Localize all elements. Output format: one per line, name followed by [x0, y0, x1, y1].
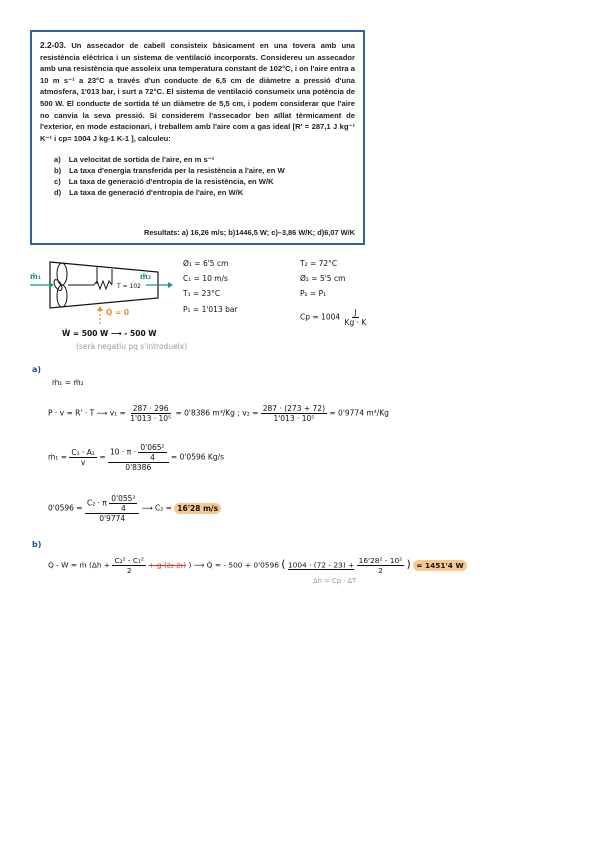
v2-numerator: 287 · (273 + 72): [262, 404, 325, 413]
question-letter: c): [54, 177, 61, 187]
m1-substituted-denominator: 0'8386: [125, 463, 152, 472]
question-list: [40, 154, 355, 198]
outlet-mass-flow-label: ṁ₂: [140, 272, 152, 281]
given-velocity-1: C₁ = 10 m/s: [183, 274, 228, 283]
kinetic-energy-substituted-numerator: 16'28² - 10²: [358, 556, 403, 565]
energy-bracket-open: (Δh +: [88, 560, 111, 570]
question-item: [40, 187, 355, 198]
m1-lhs: ṁ₁ =: [48, 452, 67, 462]
kinetic-energy-denominator: 2: [126, 566, 132, 575]
specific-volume-line: [48, 404, 389, 423]
inlet-arrow-head: [49, 282, 54, 288]
area-fraction: [138, 443, 166, 462]
m1-denominator: v: [80, 458, 86, 467]
kinetic-energy-substituted-fraction: [357, 556, 405, 575]
question-letter: d): [54, 188, 62, 198]
v1-numerator: 287 · 296: [132, 404, 169, 413]
c2-denominator: 0'9774: [99, 514, 126, 523]
given-pressure-2: P₂ = P₁: [300, 289, 327, 298]
ideal-gas-equation: P · v = R' · T: [48, 408, 95, 418]
question-text: La taxa de generació d'entropia de l'aire, en W/K: [69, 188, 244, 198]
c2-result-highlight: 16'28 m/s: [174, 503, 221, 514]
m1-num-prefix: 10 · π ·: [110, 447, 136, 457]
inlet-mass-flow-label: ṁ₁: [30, 272, 42, 281]
exit-area-numerator: 0'055²: [111, 494, 136, 503]
c2-arrow: ⟶ C₂ =: [141, 503, 172, 513]
given-cp: [300, 308, 368, 327]
v1-result: = 0'8386 m³/Kg ;: [175, 408, 240, 418]
given-diameter-1: Ø₁ = 6'5 cm: [183, 259, 229, 268]
energy-lhs: Q̇ - Ẇ = ṁ: [48, 560, 87, 570]
v1-denominator: 1'013 · 10⁵: [130, 414, 172, 423]
power-sign-note: (serà negatiu pq s'introdueix): [76, 342, 188, 351]
c2-fraction: [85, 494, 139, 523]
kinetic-energy-substituted-denominator: 2: [378, 566, 383, 575]
question-item: [40, 176, 355, 187]
c2-num-prefix: C₂ · π: [86, 498, 107, 508]
m1-substituted-numerator: [108, 443, 169, 463]
given-cp-unit-den: Kg · K: [344, 318, 367, 327]
given-cp-lhs: Cp = 1004: [300, 312, 341, 322]
question-item: [40, 165, 355, 176]
energy-arrow: ⟶ Q̇ = - 500 + 0'0596: [193, 560, 279, 570]
question-text: La taxa de generació d'entropia de la resistència, en W/K: [68, 177, 274, 187]
v2-denominator: 1'013 · 10⁵: [273, 414, 315, 423]
m1-fraction: [69, 448, 97, 467]
heat-zero-label: Q̇ = 0: [106, 308, 130, 317]
kinetic-energy-numerator: C₂² - C₁²: [114, 556, 145, 565]
power-equation: Ẇ = 500 W ⟶ - 500 W: [62, 329, 157, 338]
area-numerator: 0'065²: [140, 443, 165, 452]
mass-flow-line: ṁ₁ = $\frac{\text{C₁ · A₁}}{v}$ = 10 · π · $\frac{\text{0'065²}}{4}$ 0'8386 = 0'0596 Kg/s: [48, 443, 225, 472]
question-text: La taxa d'energia transferida per la resistència a l'aire, en W: [69, 166, 285, 176]
given-temperature-1: T₁ = 23°C: [183, 289, 221, 298]
question-letter: a): [54, 155, 61, 165]
energy-balance-line: Q̇ - Ẇ = ṁ (Δh + $\frac{\text{C₂² - C₁²}}{2}$ + g (z₂-z₁) ) ⟶ Q̇ = - 500 + 0'0596 ( 1004 · (72 - 23) + $\frac{\text{16'28² - 10²}}{2}$ ) = 1451'4 W: [48, 556, 467, 575]
question-text: La velocitat de sortida de l'aire, en m s⁻¹: [68, 155, 215, 165]
area-denominator: 4: [150, 453, 155, 462]
v2-result: = 0'9774 m³/Kg: [329, 408, 389, 418]
v1-lhs: ⟶ v₁ =: [96, 408, 126, 418]
m1-numerator: C₁ · A₁: [71, 448, 95, 457]
problem-id: 2.2-03.: [40, 40, 67, 50]
given-diameter-2: Ø₂ = 5'5 cm: [300, 274, 346, 283]
v2-lhs: v₂ =: [242, 408, 259, 418]
heat-arrow-head: [97, 306, 103, 311]
problem-box: [30, 30, 365, 245]
section-b-label: b): [32, 540, 42, 549]
m1-result: = 0'0596 Kg/s: [170, 452, 225, 462]
question-letter: b): [54, 166, 62, 176]
exit-area-fraction: [109, 494, 137, 513]
m1-substituted-fraction: [108, 443, 169, 472]
problem-statement-text: Un assecador de cabell consisteix bàsicament en una tovera amb una resistència elèctrica i un sistema de ventilació incorporats. Considereu un assecador amb una resistència que assoleix una temperatura constant de 102°C, i on l'aire entra a 10 m s⁻¹ a 23°C a través d'un conducte de 6,5 cm de diàmetre a pressió d'una atmosfera, 1'013 bar, i surt a 72°C. El sistema de ventilació consumeix una potència de 500 W. El conducte de sortida té un diàmetre de 5,5 cm, i podem considerar que l'aire no canvia la seva pressió. Si considerem l'assecador ben aïllat tèrmicament de l'exterior, en mode estacionari, i treballem amb l'aire com a gas ideal [R' = 287,1 J kg⁻¹ K⁻¹ i cp= 1004 J kg-1 K-1 ], calculeu:: [40, 41, 355, 143]
enthalpy-note: Δh = Cp · ΔT: [313, 577, 357, 585]
question-item: [40, 154, 355, 165]
section-a-label: a): [32, 365, 42, 374]
mass-balance-equation: ṁ₁ = ṁ₂: [52, 378, 84, 387]
exit-area-denominator: 4: [120, 504, 126, 513]
results-line: Resultats: a) 16,26 m/s; b)1446,5 W; c)–3,86 W/K; d)6,07 W/K: [144, 228, 355, 237]
given-temperature-2: T₂ = 72°C: [300, 259, 338, 268]
problem-statement: [40, 40, 355, 144]
outlet-arrow-head: [168, 282, 173, 288]
energy-bracket-close: ): [188, 560, 192, 570]
given-pressure-1: P₁ = 1'013 bar: [183, 305, 238, 314]
given-cp-unit: [343, 308, 369, 327]
kinetic-energy-fraction: [112, 556, 146, 575]
exit-velocity-line: [48, 494, 221, 523]
fan-icon: [52, 263, 67, 307]
given-cp-unit-num: J: [354, 308, 357, 317]
c2-numerator: [85, 494, 139, 514]
v2-fraction: [261, 404, 327, 423]
potential-energy-term-crossed: + g (z₂-z₁): [148, 560, 187, 570]
enthalpy-term: 1004 · (72 - 23) +: [287, 560, 355, 570]
v1-fraction: [128, 404, 173, 423]
hair-dryer-diagram: [28, 256, 178, 328]
c2-lhs: 0'0596 =: [48, 503, 83, 513]
heat-result-highlight: = 1451'4 W: [413, 560, 466, 571]
resistance-temperature-label: T = 102: [117, 283, 141, 290]
